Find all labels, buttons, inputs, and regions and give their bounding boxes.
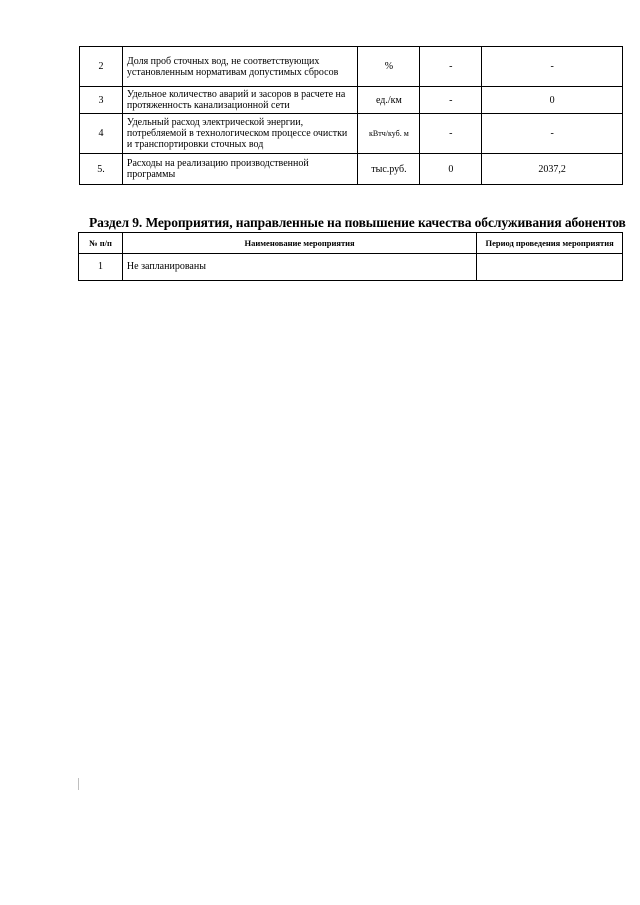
column-header-name: Наименование мероприятия (122, 233, 476, 254)
indicator-unit: кВтч/куб. м (358, 114, 420, 154)
row-number: 3 (80, 87, 123, 114)
indicator-name: Удельное количество аварий и засоров в расчете на протяженность канализационной сети (122, 87, 358, 114)
indicator-unit: % (358, 47, 420, 87)
indicator-unit: ед./км (358, 87, 420, 114)
row-number: 4 (80, 114, 123, 154)
indicator-value-2: 0 (482, 87, 623, 114)
indicator-value-1: - (420, 87, 482, 114)
indicator-name: Расходы на реализацию производственной программы (122, 154, 358, 185)
row-number: 5. (80, 154, 123, 185)
measure-period (477, 254, 623, 281)
row-number: 2 (80, 47, 123, 87)
indicator-name: Удельный расход электрической энергии, потребляемой в технологическом процессе очистки и транспортировки сточных вод (122, 114, 358, 154)
indicator-name: Доля проб сточных вод, не соответствующих установленным нормативам допустимых сбросов (122, 47, 358, 87)
table-row (80, 47, 623, 87)
scan-artifact-mark (78, 778, 79, 790)
table-row (80, 87, 623, 114)
indicator-value-2: - (482, 114, 623, 154)
indicator-value-1: - (420, 114, 482, 154)
indicator-unit: тыс.руб. (358, 154, 420, 185)
row-number: 1 (79, 254, 123, 281)
indicator-value-1: - (420, 47, 482, 87)
column-header-period: Период проведения мероприятия (477, 233, 623, 254)
indicator-value-1: 0 (420, 154, 482, 185)
measure-name: Не запланированы (122, 254, 476, 281)
section-title: Раздел 9. Мероприятия, направленные на повышение качества обслуживания абонентов (89, 215, 626, 230)
table-header-row (79, 233, 623, 254)
table-row (80, 154, 623, 185)
indicator-value-2: - (482, 47, 623, 87)
table-row (80, 114, 623, 154)
column-header-number: № п/п (79, 233, 123, 254)
table-row (79, 254, 623, 281)
measures-table (78, 232, 623, 281)
indicators-table (79, 46, 623, 185)
indicator-value-2: 2037,2 (482, 154, 623, 185)
